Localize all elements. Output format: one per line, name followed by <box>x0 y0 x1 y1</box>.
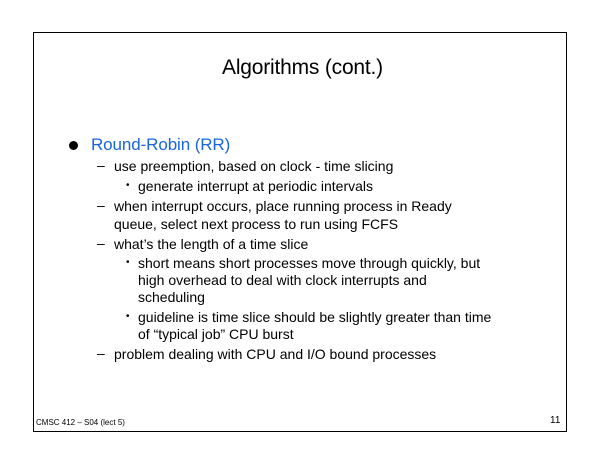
list-item-text-line: of “typical job” CPU burst <box>138 326 294 342</box>
dash-marker: – <box>97 235 105 251</box>
main-bullet-text: Round-Robin (RR) <box>91 135 231 154</box>
slide-title: Algorithms (cont.) <box>222 56 383 79</box>
list-item-text: use preemption, based on clock - time slicing <box>114 158 394 174</box>
bullet-dot-icon <box>69 141 78 150</box>
list-item-text-line: scheduling <box>138 289 205 305</box>
list-item-text: what’s the length of a time slice <box>114 236 309 252</box>
page-number: 11 <box>550 415 561 426</box>
list-item-text-line: short means short processes move through quickly, but <box>138 255 481 271</box>
dash-marker: – <box>97 157 105 173</box>
list-item-text: generate interrupt at periodic intervals <box>138 178 374 194</box>
bullet-marker: • <box>126 257 130 268</box>
list-item-text-line: guideline is time slice should be slightly greater than time <box>138 309 492 325</box>
bullet-marker: • <box>126 311 130 322</box>
dash-marker: – <box>97 345 105 361</box>
footer-course: CMSC 412 – S04 (lect 5) <box>36 418 125 427</box>
bullet-marker: • <box>126 180 130 191</box>
list-item-text-line: when interrupt occurs, place running process in Ready <box>114 198 452 214</box>
list-item-text-line: high overhead to deal with clock interrupts and <box>138 272 427 288</box>
list-item-text-line: queue, select next process to run using FCFS <box>114 216 399 232</box>
list-item-text: problem dealing with CPU and I/O bound processes <box>114 346 437 362</box>
dash-marker: – <box>97 197 105 213</box>
